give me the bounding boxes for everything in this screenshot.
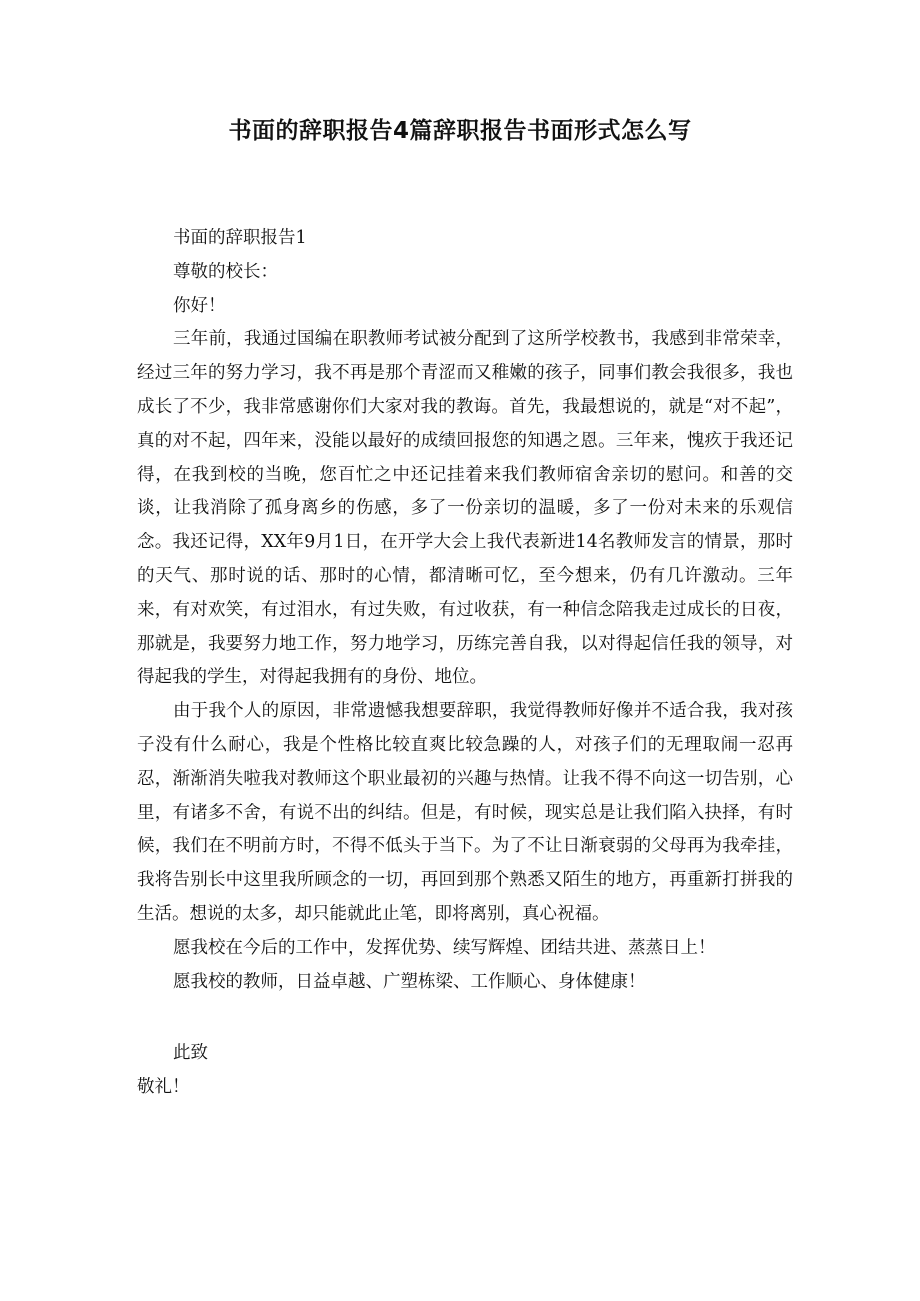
document-title: 书面的辞职报告4篇辞职报告书面形式怎么写 [228,118,692,144]
salutation: 尊敬的校长： [173,261,278,282]
document-body [137,222,793,1105]
section-heading: 书面的辞职报告1 [173,228,307,248]
body-paragraph-1: 三年前，我通过国编在职教师考试被分配到了这所学校教书，我感到非常荣幸，经过三年的努力学习，我不再是那个青涩而又稚嫩的孩子，同事们教会我很多，我也成长了不少，我非常感谢你们大家对我的教诲。首先，我最想说的，就是“对不起”，真的对不起，四年来，没能以最好的成绩回报您的知遇之恩。三年来，愧疚于我还记得，在我到校的当晚，您百忙之中还记挂着来我们教师宿舍亲切的慰问。和善的交谈，让我消除了孤身离乡的伤感，多了一份亲切的温暖，多了一份对未来的乐观信念。我还记得，XX年9月1日，在开学大会上我代表新进14名教师发言的情景，那时的天气、那时说的话、那时的心情，都清晰可忆，至今想来，仍有几许激动。三年来，有对欢笑，有过泪水，有过失败，有过收获，有一种信念陪我走过成长的日夜，那就是，我要努力地工作，努力地学习，历练完善自我，以对得起信任我的领导，对得起我的学生，对得起我拥有的身份、地位。 [137,329,793,688]
greeting: 你好！ [173,295,226,316]
closing-spacer [137,999,793,1037]
closing-line-1: 此致 [173,1043,208,1064]
body-paragraph-2: 由于我个人的原因，非常遗憾我想要辞职，我觉得教师好像并不适合我，我对孩子没有什么耐心，我是个性格比较直爽比较急躁的人，对孩子们的无理取闹一忍再忍，渐渐消失啦我对教师这个职业最初的兴趣与热情。让我不得不向这一切告别，心里，有诸多不舍，有说不出的纠结。但是，有时候，现实总是让我们陷入抉择，有时候，我们在不明前方时，不得不低头于当下。为了不让日渐衰弱的父母再为我牵挂，我将告别长中这里我所顾念的一切，再回到那个熟悉又陌生的地方，再重新打拼我的生活。想说的太多，却只能就此止笔，即将离别，真心祝福。 [137,701,793,924]
wish-line-2: 愿我校的教师，日益卓越、广塑栋梁、工作顺心、身体健康！ [173,971,646,992]
closing-line-2: 敬礼！ [137,1077,190,1098]
wish-line-1: 愿我校在今后的工作中，发挥优势、续写辉煌、团结共进、蒸蒸日上！ [173,937,716,958]
